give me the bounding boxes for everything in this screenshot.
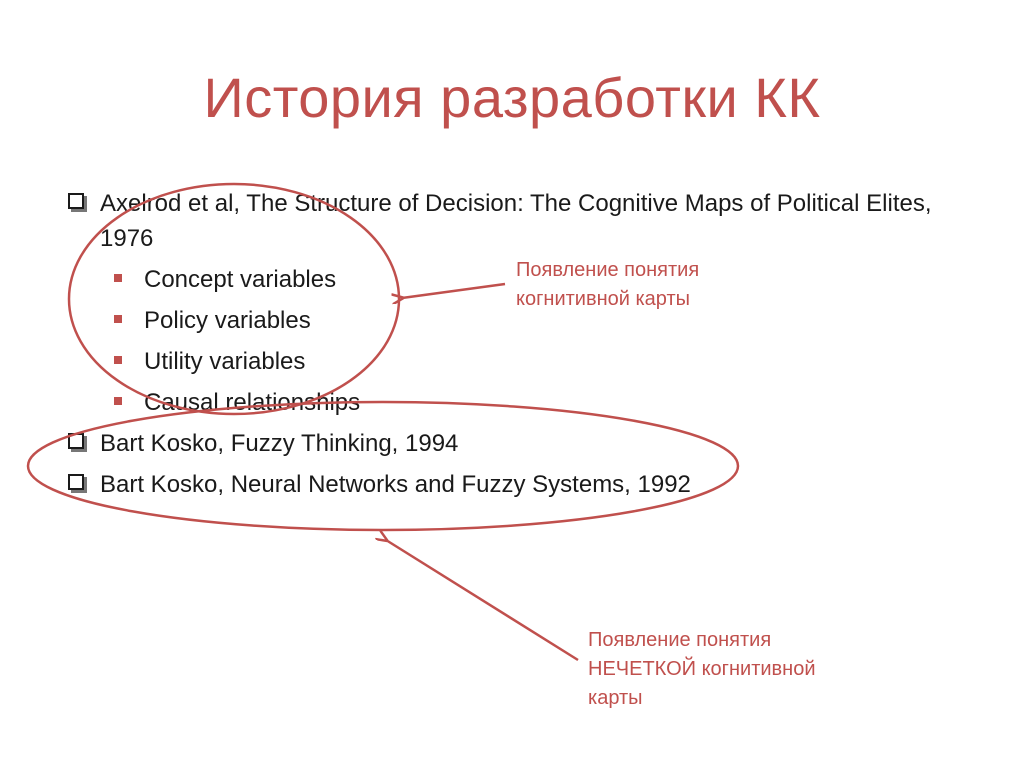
list-item-text: Bart Kosko, Fuzzy Thinking, 1994 [100, 430, 459, 457]
sub-item-text: Concept variables [144, 266, 337, 293]
list-item-text: Bart Kosko, Neural Networks and Fuzzy Systems, 1992 [100, 471, 691, 498]
callout-line: НЕЧЕТКОЙ когнитивной [588, 658, 816, 680]
arrow-to-kosko [386, 540, 578, 660]
square-bullet-icon [114, 315, 122, 323]
sub-item-text: Causal relationships [144, 389, 361, 416]
callout-line: Появление понятия [588, 629, 772, 651]
list-item-neural-networks [66, 467, 946, 502]
callout-line: когнитивной карты [516, 288, 690, 310]
list-item-axelrod [66, 186, 946, 256]
callout-line: Появление понятия [516, 259, 700, 281]
list-item-fuzzy-thinking [66, 426, 946, 461]
checkbox-bullet-icon [68, 474, 84, 490]
callout-fuzzy-cognitive-map [588, 626, 888, 713]
sub-item-utility-variables [66, 344, 946, 379]
sub-item-causal-relationships [66, 385, 946, 420]
bullet-list [66, 186, 946, 508]
checkbox-bullet-icon [68, 193, 84, 209]
square-bullet-icon [114, 356, 122, 364]
list-item-text: Axelrod et al, The Structure of Decision: The Cognitive Maps of Political Elites, 1976 [100, 190, 932, 252]
callout-cognitive-map [516, 256, 816, 314]
sub-item-text: Policy variables [144, 307, 311, 334]
sub-item-text: Utility variables [144, 348, 306, 375]
callout-line: карты [588, 687, 643, 709]
slide-title: История разработки КК [203, 66, 821, 129]
square-bullet-icon [114, 397, 122, 405]
square-bullet-icon [114, 274, 122, 282]
checkbox-bullet-icon [68, 433, 84, 449]
